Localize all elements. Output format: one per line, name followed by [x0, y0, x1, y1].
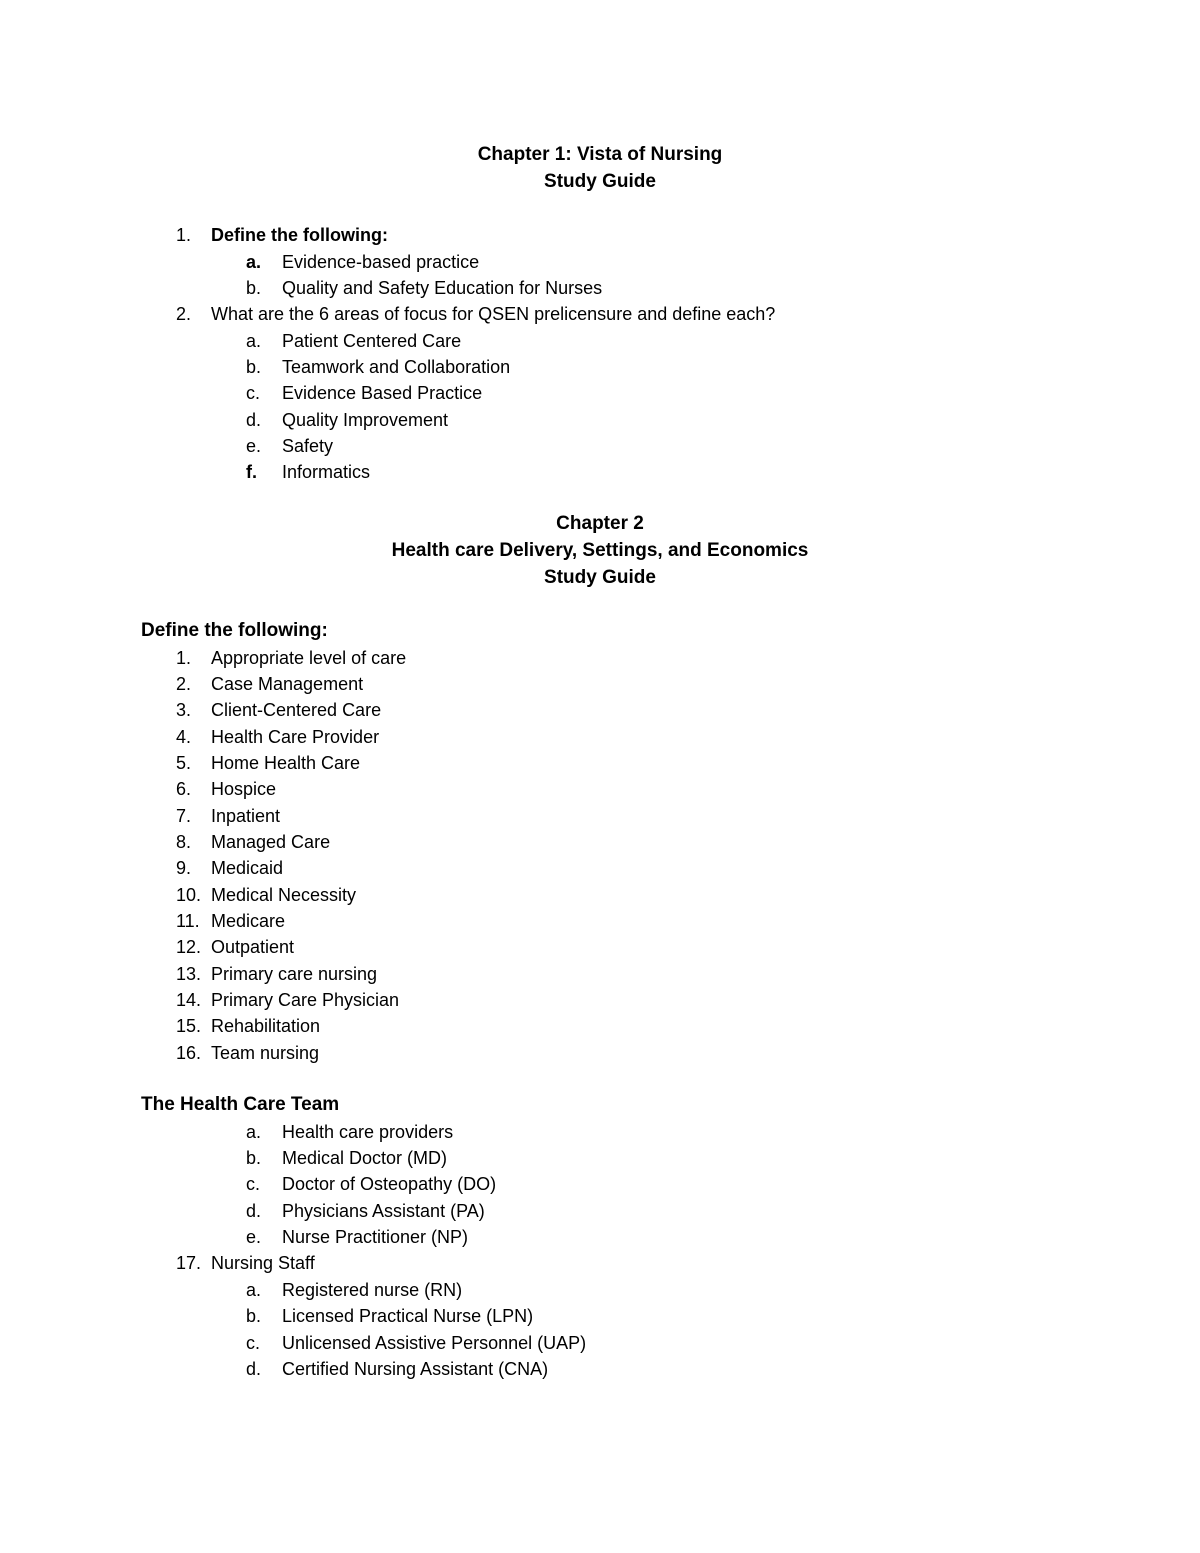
list-item-text: Informatics: [282, 462, 371, 482]
subitem-text: Certified Nursing Assistant (CNA): [282, 1359, 549, 1379]
list-item-marker: a.: [246, 252, 262, 272]
team-item-marker: d.: [246, 1201, 262, 1221]
term-text: Hospice: [211, 779, 277, 799]
list-item-text: Quality Improvement: [282, 410, 449, 430]
subitem-marker: a.: [246, 1280, 262, 1300]
team-item-text: Nurse Practitioner (NP): [282, 1227, 469, 1247]
list-item-text: Safety: [282, 436, 334, 456]
question-2-marker: 2.: [176, 304, 192, 324]
question-2-text: What are the 6 areas of focus for QSEN prelicensure and define each?: [211, 304, 776, 324]
term-marker: 16.: [176, 1043, 202, 1063]
team-item-text: Physicians Assistant (PA): [282, 1201, 485, 1221]
team-item-text: Health care providers: [282, 1122, 454, 1142]
team-heading: The Health Care Team: [141, 1094, 340, 1115]
list-item-text: Patient Centered Care: [282, 331, 462, 351]
term-marker: 7.: [176, 806, 192, 826]
term-text: Client-Centered Care: [211, 700, 382, 720]
team-item-marker: a.: [246, 1122, 262, 1142]
term-text: Outpatient: [211, 937, 295, 957]
team-item-marker: e.: [246, 1227, 262, 1247]
term-text: Medical Necessity: [211, 885, 357, 905]
term-marker: 13.: [176, 964, 202, 984]
term-text: Inpatient: [211, 806, 281, 826]
subitem-marker: c.: [246, 1333, 261, 1353]
term-marker: 14.: [176, 990, 202, 1010]
list-item-text: Evidence Based Practice: [282, 383, 483, 403]
team-item-marker: b.: [246, 1148, 262, 1168]
term-marker: 5.: [176, 753, 192, 773]
question-1-marker: 1.: [176, 225, 192, 245]
list-item-text: Quality and Safety Education for Nurses: [282, 278, 603, 298]
term-marker: 15.: [176, 1016, 202, 1036]
nursing-staff-marker: 17.: [176, 1253, 202, 1273]
list-item-marker: b.: [246, 357, 262, 377]
list-item-text: Evidence-based practice: [282, 252, 480, 272]
chapter2-subtitle: Health care Delivery, Settings, and Economics: [391, 540, 809, 561]
list-item-marker: b.: [246, 278, 262, 298]
nursing-staff-text: Nursing Staff: [211, 1253, 315, 1273]
list-item-marker: a.: [246, 331, 262, 351]
list-item-marker: d.: [246, 410, 262, 430]
list-item-marker: e.: [246, 436, 262, 456]
list-item-text: Teamwork and Collaboration: [282, 357, 511, 377]
list-item-marker: c.: [246, 383, 261, 403]
define-heading: Define the following:: [141, 620, 328, 641]
chapter2-title: Chapter 2: [556, 513, 644, 534]
term-marker: 3.: [176, 700, 192, 720]
subitem-marker: d.: [246, 1359, 262, 1379]
term-marker: 11.: [176, 911, 200, 931]
team-item-text: Medical Doctor (MD): [282, 1148, 448, 1168]
chapter1-title: Chapter 1: Vista of Nursing: [477, 144, 723, 165]
term-marker: 10.: [176, 885, 202, 905]
question-1-text: Define the following:: [211, 225, 388, 245]
subitem-text: Unlicensed Assistive Personnel (UAP): [282, 1333, 587, 1353]
term-marker: 12.: [176, 937, 202, 957]
term-text: Home Health Care: [211, 753, 361, 773]
term-marker: 2.: [176, 674, 192, 694]
term-text: Appropriate level of care: [211, 648, 407, 668]
term-marker: 4.: [176, 727, 192, 747]
term-text: Medicaid: [211, 858, 284, 878]
term-text: Health Care Provider: [211, 727, 380, 747]
term-text: Primary Care Physician: [211, 990, 400, 1010]
subitem-text: Licensed Practical Nurse (LPN): [282, 1306, 534, 1326]
term-marker: 9.: [176, 858, 192, 878]
chapter2-subtitle-study-guide: Study Guide: [544, 567, 656, 588]
subitem-marker: b.: [246, 1306, 262, 1326]
list-item-marker: f.: [246, 462, 257, 482]
chapter1-subtitle: Study Guide: [544, 171, 656, 192]
term-marker: 6.: [176, 779, 192, 799]
team-item-marker: c.: [246, 1174, 261, 1194]
term-text: Managed Care: [211, 832, 331, 852]
team-item-text: Doctor of Osteopathy (DO): [282, 1174, 497, 1194]
subitem-text: Registered nurse (RN): [282, 1280, 463, 1300]
term-marker: 1.: [176, 648, 192, 668]
term-text: Team nursing: [211, 1043, 320, 1063]
term-text: Case Management: [211, 674, 364, 694]
term-text: Medicare: [211, 911, 286, 931]
term-text: Primary care nursing: [211, 964, 378, 984]
term-marker: 8.: [176, 832, 192, 852]
term-text: Rehabilitation: [211, 1016, 321, 1036]
